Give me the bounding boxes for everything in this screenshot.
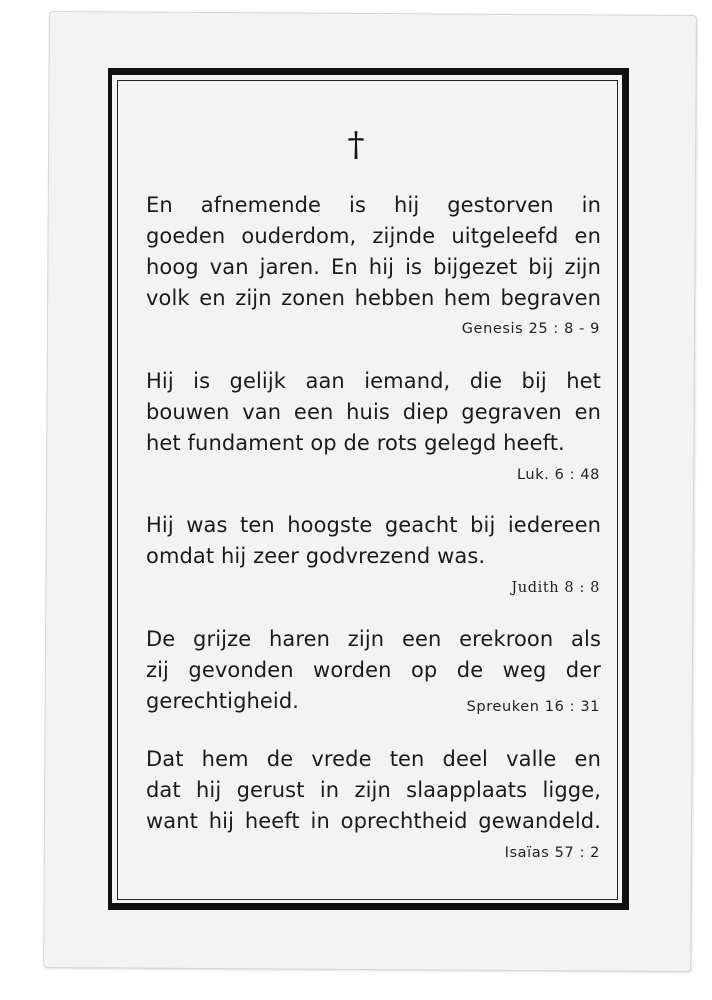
verse-4-reference: Spreuken 16 : 31	[466, 699, 600, 715]
verse-5-reference: Isaïas 57 : 2	[504, 845, 600, 861]
verse-line: omdat hij zeer godvrezend was.	[146, 544, 486, 568]
verse-line: dat hij gerust in zijn slaapplaats ligge,	[146, 778, 601, 802]
verse-line: De grijze haren zijn een erekroon als	[146, 627, 601, 651]
verse-1	[146, 190, 601, 314]
verse-line: bouwen van een huis diep gegraven en	[146, 400, 601, 424]
verse-line: Hij is gelijk aan iemand, die bij het	[146, 369, 601, 393]
verse-line: volk en zijn zonen hebben hem begraven	[146, 286, 601, 310]
verse-line: En afnemende is hij gestorven in	[146, 193, 601, 217]
verse-5	[146, 744, 601, 837]
cross-icon: †	[347, 125, 365, 165]
verse-line: Hij was ten hoogste geacht bij iedereen	[146, 513, 601, 537]
verse-3-reference: Judith 8 : 8	[511, 580, 600, 596]
verse-2-reference: Luk. 6 : 48	[516, 467, 600, 483]
verse-1-reference: Genesis 25 : 8 - 9	[461, 321, 600, 337]
verse-line: goeden ouderdom, zijnde uitgeleefd en	[146, 224, 601, 248]
verse-2	[146, 366, 601, 459]
verse-line: want hij heeft in oprechtheid gewandeld.	[146, 809, 601, 833]
verse-3	[146, 510, 601, 572]
verse-line: het fundament op de rots gelegd heeft.	[146, 431, 565, 455]
verse-line: gerechtigheid.	[146, 689, 300, 713]
verse-line: hoog van jaren. En hij is bijgezet bij zijn	[146, 255, 601, 279]
verse-line: zij gevonden worden op de weg der	[146, 658, 601, 682]
verse-line: Dat hem de vrede ten deel valle en	[146, 747, 601, 771]
